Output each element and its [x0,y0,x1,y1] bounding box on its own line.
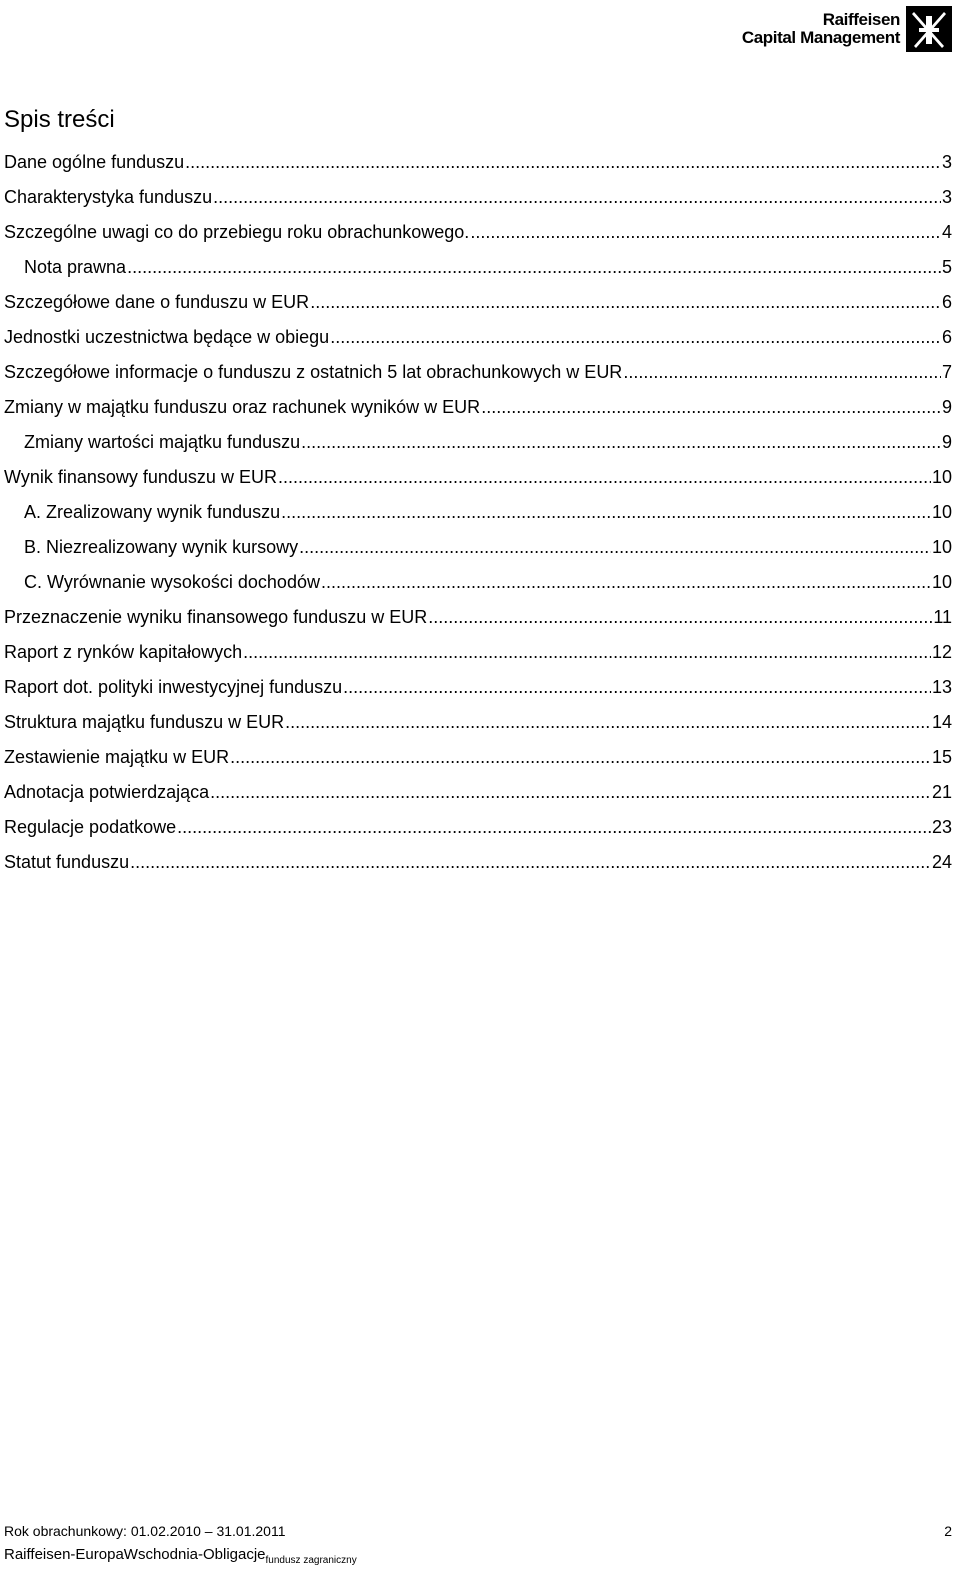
toc-entry-label: B. Niezrealizowany wynik kursowy [24,537,299,557]
toc-entry-label: Jednostki uczestnictwa będące w obiegu [4,327,330,347]
toc-entry[interactable] [4,850,952,885]
page-title: Spis treści [4,106,115,134]
toc-entry-page: 7 [941,362,952,382]
page-number: 2 [944,1523,952,1539]
table-of-contents [4,150,952,885]
toc-entry[interactable] [4,255,952,290]
toc-dot-leader [130,850,931,874]
logo-wordmark [742,11,900,47]
toc-entry[interactable] [4,430,952,465]
toc-entry-label: Raport z rynków kapitałowych [4,642,243,662]
toc-dot-leader [281,500,931,524]
toc-dot-leader [278,465,931,489]
toc-entry-label: Zestawienie majątku w EUR [4,747,230,767]
toc-entry[interactable] [4,465,952,500]
toc-dot-leader [210,780,931,804]
toc-entry[interactable] [4,325,952,360]
logo-line-1: Raiffeisen [822,10,900,29]
toc-entry-label: Szczegółowe informacje o funduszu z ostatnich 5 lat obrachunkowych w EUR [4,362,623,382]
toc-entry[interactable] [4,815,952,850]
toc-entry[interactable] [4,185,952,220]
toc-entry[interactable] [4,395,952,430]
toc-dot-leader [230,745,931,769]
toc-entry-page: 5 [941,257,952,277]
toc-dot-leader [321,570,931,594]
toc-entry-page: 10 [931,467,952,487]
toc-dot-leader [301,430,941,454]
toc-entry-label: Adnotacja potwierdzająca [4,782,210,802]
toc-entry-page: 3 [941,152,952,172]
fiscal-year: Rok obrachunkowy: 01.02.2010 – 31.01.2011 [4,1523,286,1539]
toc-entry-label: Zmiany wartości majątku funduszu [24,432,301,452]
footer-fund [4,1546,952,1566]
toc-entry-label: Szczególne uwagi co do przebiegu roku obrachunkowego. [4,222,470,242]
raiffeisen-gable-cross-icon [906,6,952,52]
toc-entry-label: Statut funduszu [4,852,130,872]
toc-entry-page: 3 [941,187,952,207]
toc-entry-label: Regulacje podatkowe [4,817,177,837]
toc-entry-label: Przeznaczenie wyniku finansowego funduszu w EUR [4,607,428,627]
toc-entry[interactable] [4,220,952,255]
toc-dot-leader [213,185,941,209]
toc-dot-leader [185,150,941,174]
toc-dot-leader [623,360,941,384]
toc-dot-leader [127,255,941,279]
toc-dot-leader [343,675,931,699]
toc-entry[interactable] [4,535,952,570]
toc-entry-label: Nota prawna [24,257,127,277]
toc-entry-label: Raport dot. polityki inwestycyjnej funduszu [4,677,343,697]
toc-entry-label: Struktura majątku funduszu w EUR [4,712,285,732]
toc-entry-page: 14 [931,712,952,732]
toc-entry[interactable] [4,710,952,745]
toc-entry-label: C. Wyrównanie wysokości dochodów [24,572,320,592]
toc-entry[interactable] [4,360,952,395]
toc-dot-leader [481,395,941,419]
toc-entry-page: 10 [931,572,952,592]
toc-entry-label: A. Zrealizowany wynik funduszu [24,502,281,522]
toc-dot-leader [310,290,941,314]
toc-entry[interactable] [4,570,952,605]
toc-entry[interactable] [4,780,952,815]
toc-entry-page: 6 [941,327,952,347]
toc-entry[interactable] [4,150,952,185]
toc-dot-leader [243,640,931,664]
toc-dot-leader [428,605,932,629]
toc-entry-page: 24 [931,852,952,872]
toc-entry[interactable] [4,500,952,535]
fund-name: Raiffeisen-EuropaWschodnia-Obligacje [4,1546,266,1563]
toc-entry[interactable] [4,290,952,325]
toc-entry[interactable] [4,675,952,710]
toc-entry-page: 6 [941,292,952,312]
toc-entry-page: 10 [931,537,952,557]
toc-entry[interactable] [4,745,952,780]
toc-entry-page: 15 [931,747,952,767]
toc-entry-page: 12 [931,642,952,662]
toc-entry-page: 23 [931,817,952,837]
footer-meta [4,1523,952,1539]
toc-entry-page: 13 [931,677,952,697]
toc-entry-page: 9 [941,397,952,417]
toc-entry-label: Charakterystyka funduszu [4,187,213,207]
toc-entry[interactable] [4,640,952,675]
toc-entry-label: Zmiany w majątku funduszu oraz rachunek wyników w EUR [4,397,481,417]
logo-line-2: Capital Management [741,28,900,47]
toc-entry-page: 21 [931,782,952,802]
toc-entry-label: Dane ogólne funduszu [4,152,185,172]
toc-dot-leader [470,220,941,244]
toc-dot-leader [299,535,931,559]
toc-entry-label: Szczegółowe dane o funduszu w EUR [4,292,310,312]
toc-dot-leader [330,325,941,349]
toc-entry-label: Wynik finansowy funduszu w EUR [4,467,277,487]
toc-entry-page: 11 [933,607,952,627]
toc-entry-page: 4 [941,222,952,242]
toc-entry[interactable] [4,605,952,640]
fund-suffix: fundusz zagraniczny [265,1555,357,1566]
toc-dot-leader [285,710,931,734]
toc-dot-leader [177,815,931,839]
header-logo [742,6,952,52]
toc-entry-page: 9 [941,432,952,452]
toc-entry-page: 10 [931,502,952,522]
